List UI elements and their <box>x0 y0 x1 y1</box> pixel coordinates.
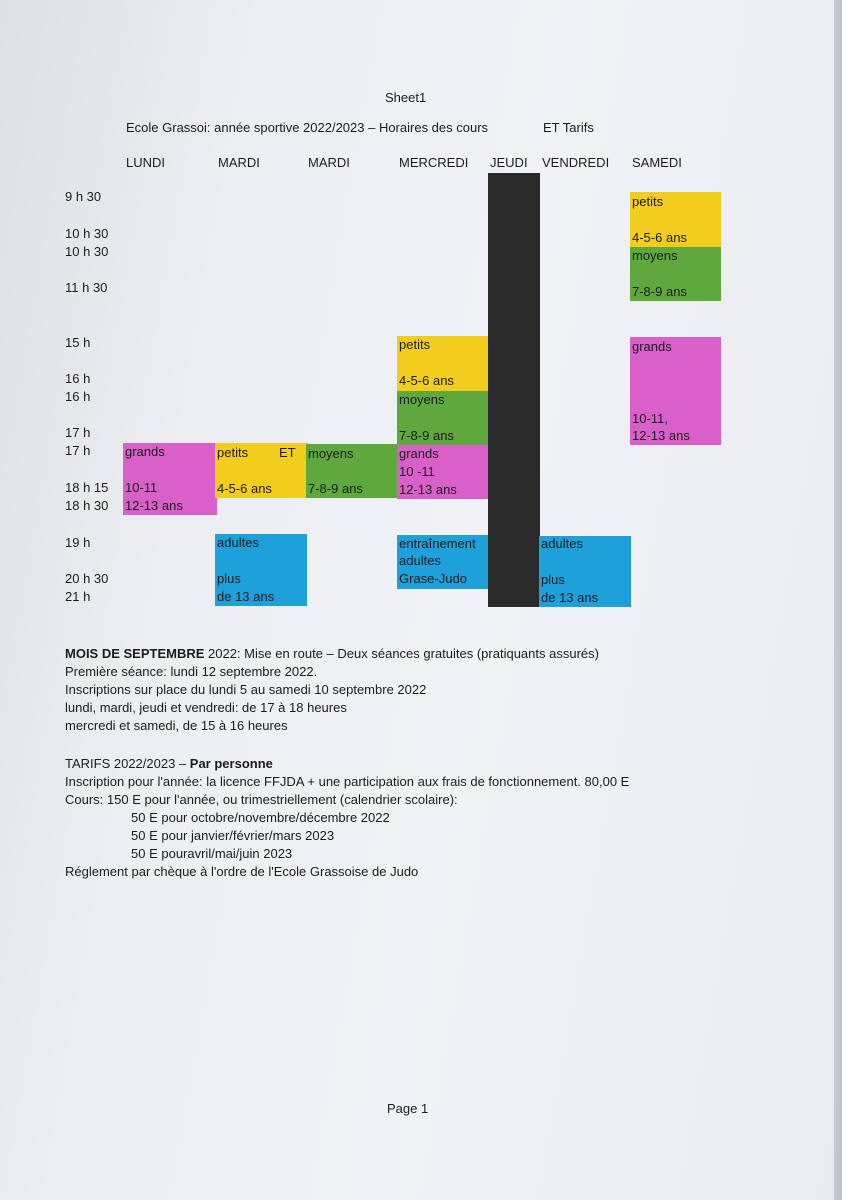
block-age: 12-13 ans <box>632 428 690 443</box>
tarifs-indented-line: 50 E pour octobre/novembre/décembre 2022 <box>131 810 390 825</box>
time-label: 17 h <box>65 443 91 458</box>
block-label: adultes <box>541 536 583 551</box>
block-label: moyens <box>308 446 354 461</box>
vendredi-adultes-block <box>539 536 631 607</box>
mercredi-adultes-block <box>397 535 488 589</box>
tarifs-line: Inscription pour l'année: la licence FFJDA + une participation aux frais de fonctionnement. 80,00 E <box>65 774 630 789</box>
time-label: 10 h 30 <box>65 226 109 241</box>
block-label: adultes <box>399 553 441 568</box>
tarifs-footer-line: Réglement par chèque à l'ordre de l'Ecole Grassoise de Judo <box>65 864 419 879</box>
block-age: 7-8-9 ans <box>632 284 687 299</box>
mardi-petits-block <box>215 443 308 498</box>
block-label: moyens <box>632 248 678 263</box>
september-line: Première séance: lundi 12 septembre 2022. <box>65 664 318 679</box>
time-label: 11 h 30 <box>65 280 108 295</box>
september-line: Inscriptions sur place du lundi 5 au samedi 10 septembre 2022 <box>65 682 427 697</box>
block-age: 7-8-9 ans <box>308 481 363 496</box>
september-heading-rest: 2022: Mise en route – Deux séances gratuites (pratiquants assurés) <box>204 646 599 661</box>
tarifs-heading-bold: Par personne <box>189 756 273 771</box>
block-label: grands <box>125 444 165 459</box>
tarifs-heading-line <box>65 755 273 773</box>
time-label: 15 h <box>65 335 91 350</box>
tarifs-line: Cours: 150 E pour l'année, ou trimestriellement (calendrier scolaire): <box>65 792 458 807</box>
september-heading-line <box>65 645 599 663</box>
lundi-grands-block <box>123 443 217 515</box>
mardi-adultes-block <box>215 534 307 606</box>
tarifs-indented-line: 50 E pour janvier/février/mars 2023 <box>131 828 335 843</box>
day-lundi: LUNDI <box>126 155 166 170</box>
time-label: 18 h 15 <box>65 480 109 495</box>
block-et-label: ET <box>279 445 296 460</box>
block-label: petits <box>217 445 249 460</box>
page-title-suffix: ET Tarifs <box>543 120 594 135</box>
block-label: petits <box>399 337 431 352</box>
block-age: de 13 ans <box>541 590 599 605</box>
block-label: grands <box>399 446 439 461</box>
day-mardi: MARDI <box>218 155 260 170</box>
day-mardi-2: MARDI <box>308 155 350 170</box>
samedi-grands-block <box>630 337 721 445</box>
paper-edge-shadow <box>834 0 842 1200</box>
mardi-moyens-block <box>306 444 397 498</box>
mercredi-petits-block <box>397 336 488 391</box>
block-age: 12-13 ans <box>399 482 457 497</box>
block-age: 10-11, <box>632 411 668 426</box>
time-label: 18 h 30 <box>65 498 109 513</box>
day-mercredi: MERCREDI <box>399 155 469 170</box>
time-label: 21 h <box>65 589 91 604</box>
time-label: 17 h <box>65 425 91 440</box>
page-number: Page 1 <box>387 1101 429 1116</box>
mercredi-moyens-block <box>397 391 488 445</box>
block-age: 4-5-6 ans <box>399 373 454 388</box>
block-label: moyens <box>399 392 445 407</box>
samedi-petits-block <box>630 192 721 247</box>
time-label: 20 h 30 <box>65 571 109 586</box>
block-age: de 13 ans <box>217 589 275 604</box>
september-line: lundi, mardi, jeudi et vendredi: de 17 à 18 heures <box>65 700 347 715</box>
page-title: Ecole Grassoi: année sportive 2022/2023 – Horaires des cours <box>126 120 489 135</box>
time-label: 19 h <box>65 535 91 550</box>
block-label: adultes <box>217 535 259 550</box>
block-age: 10-11 <box>125 480 158 495</box>
mercredi-grands-block <box>397 445 488 499</box>
block-age: plus <box>541 572 565 587</box>
block-age: 4-5-6 ans <box>632 230 687 245</box>
tarifs-heading: TARIFS 2022/2023 – <box>65 756 190 771</box>
block-label: Grase-Judo <box>399 571 467 586</box>
sheet-label: Sheet1 <box>385 90 427 105</box>
time-label: 10 h 30 <box>65 244 109 259</box>
block-age: plus <box>217 571 241 586</box>
september-heading: MOIS DE SEPTEMBRE <box>65 646 205 661</box>
samedi-moyens-block <box>630 247 721 301</box>
block-age: 7-8-9 ans <box>399 428 454 443</box>
block-label: grands <box>632 339 672 354</box>
block-label: entraînement <box>399 536 476 551</box>
september-line: mercredi et samedi, de 15 à 16 heures <box>65 718 288 733</box>
block-label: petits <box>632 194 664 209</box>
jeudi-closed-bar <box>488 173 540 607</box>
block-age: 4-5-6 ans <box>217 481 272 496</box>
time-label: 9 h 30 <box>65 189 102 204</box>
block-age: 12-13 ans <box>125 498 183 513</box>
block-age: 10 -11 <box>399 464 435 479</box>
day-jeudi: JEUDI <box>490 155 528 170</box>
tarifs-indented-line: 50 E pouravril/mai/juin 2023 <box>131 846 293 861</box>
day-vendredi: VENDREDI <box>542 155 610 170</box>
time-label: 16 h <box>65 371 91 386</box>
time-label: 16 h <box>65 389 91 404</box>
day-samedi: SAMEDI <box>632 155 682 170</box>
